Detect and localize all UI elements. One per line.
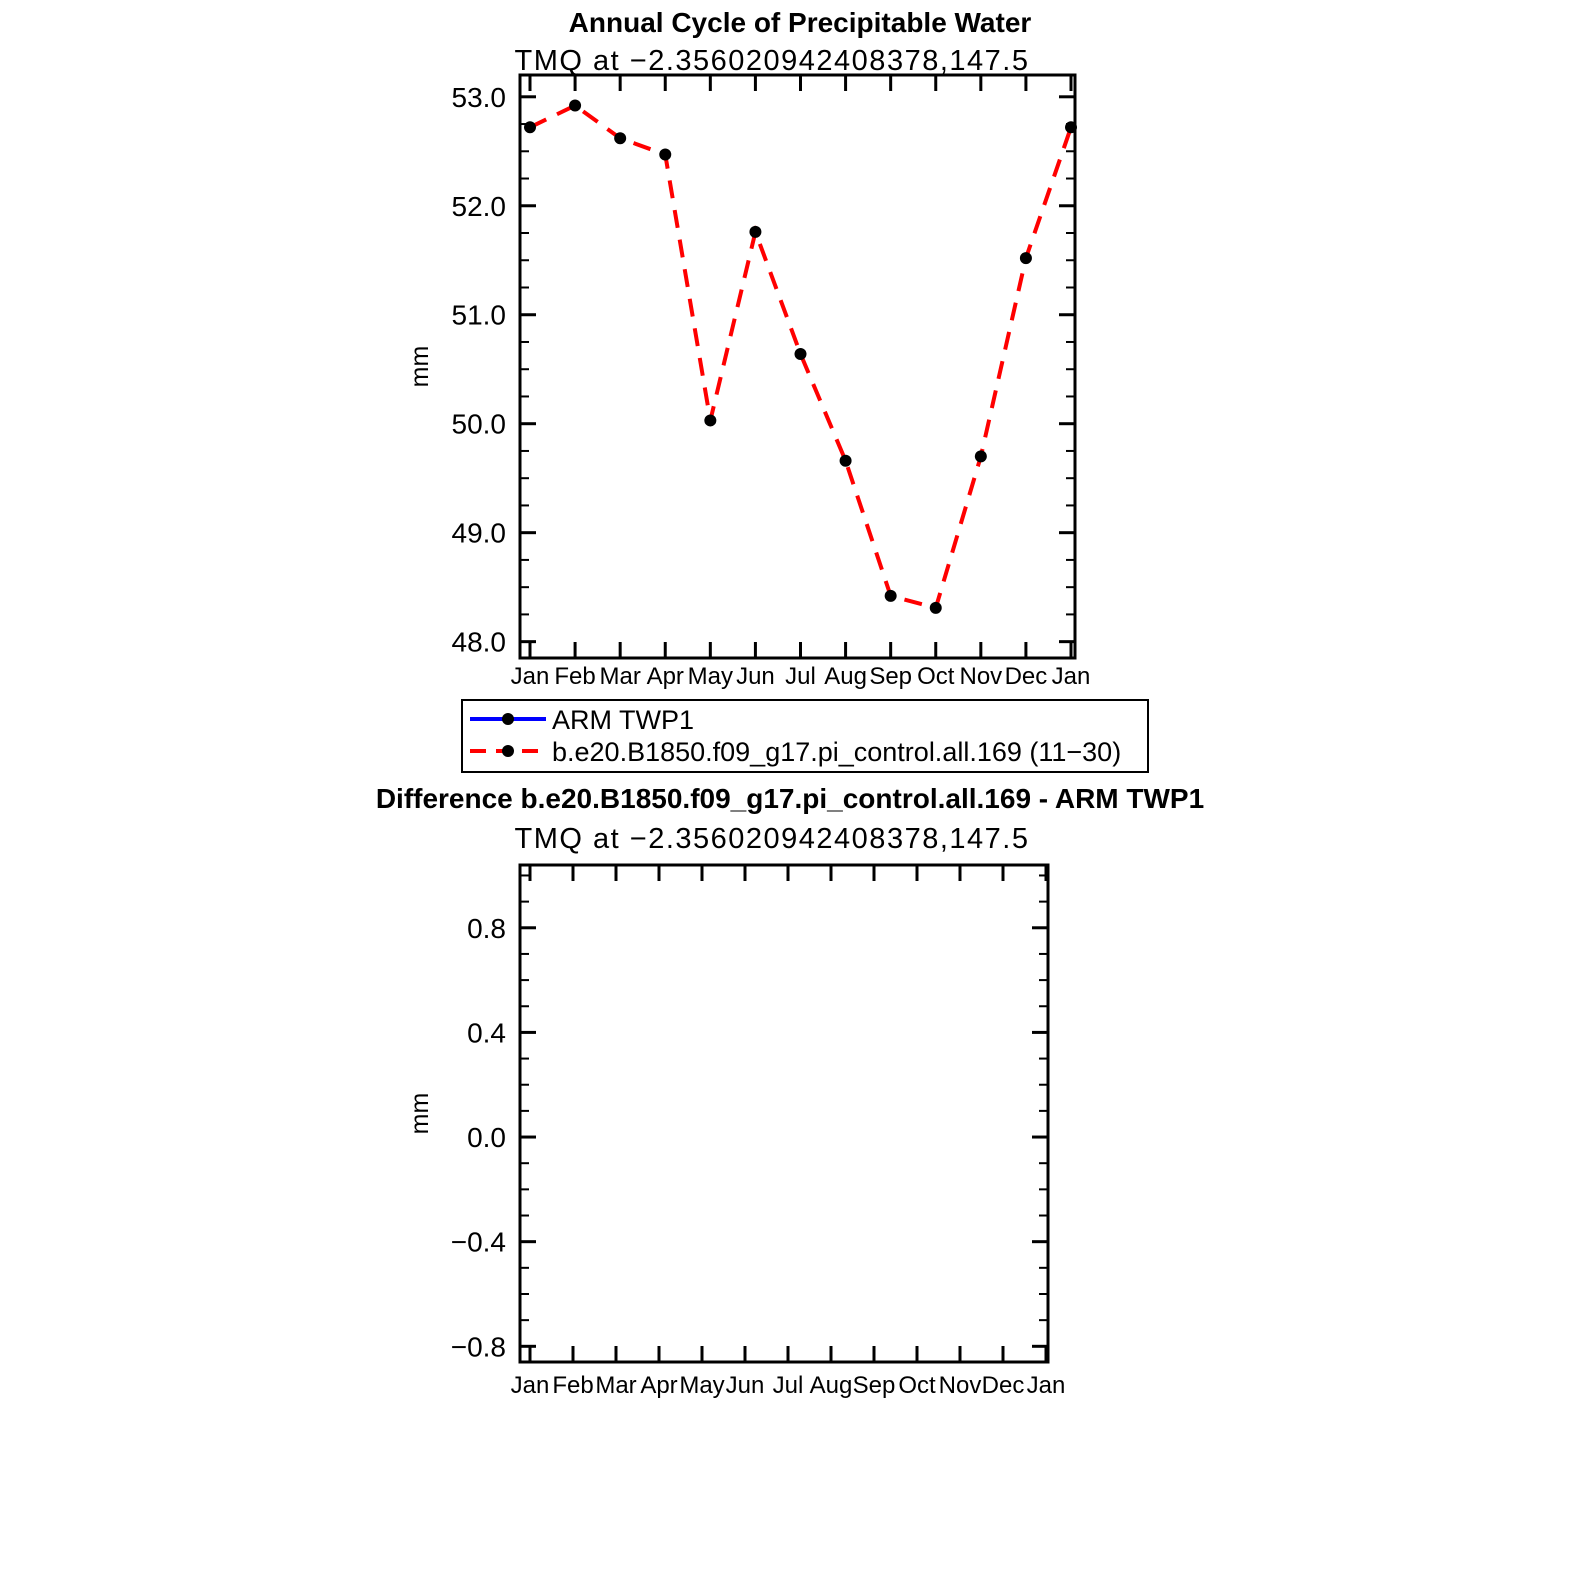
month-label: Mar bbox=[595, 1372, 637, 1399]
y-tick-label: 52.0 bbox=[451, 190, 506, 222]
data-marker bbox=[795, 348, 807, 360]
data-marker bbox=[659, 149, 671, 161]
month-label: Jan bbox=[510, 663, 550, 690]
month-label: Dec bbox=[1004, 663, 1048, 690]
legend-marker bbox=[502, 713, 514, 725]
chart2-plot-area bbox=[406, 865, 1065, 1399]
y-tick-label: 0.8 bbox=[467, 912, 506, 944]
data-marker bbox=[975, 450, 987, 462]
month-label: Jan bbox=[510, 1372, 550, 1399]
y-axis-label: mm bbox=[406, 1092, 434, 1135]
annual-cycle-chart bbox=[0, 0, 1574, 780]
month-label: Mar bbox=[599, 663, 641, 690]
month-label: Jul bbox=[772, 1372, 804, 1399]
y-tick-label: 51.0 bbox=[451, 299, 506, 331]
data-marker bbox=[524, 121, 536, 133]
month-label: Dec bbox=[981, 1372, 1025, 1399]
month-label: Jun bbox=[725, 1372, 765, 1399]
month-label: Sep bbox=[869, 663, 913, 690]
plot-box bbox=[520, 75, 1075, 658]
data-marker bbox=[930, 602, 942, 614]
y-tick-label: −0.4 bbox=[450, 1226, 506, 1258]
chart1-subtitle: TMQ at −2.356020942408378,147.5 bbox=[514, 45, 1030, 77]
y-axis-label: mm bbox=[406, 345, 434, 388]
month-label: Apr bbox=[646, 663, 684, 690]
y-tick-label: 50.0 bbox=[451, 408, 506, 440]
legend-label: ARM TWP1 bbox=[552, 705, 695, 735]
month-label: Aug bbox=[824, 663, 867, 690]
y-tick-label: 53.0 bbox=[451, 81, 506, 113]
month-label: Aug bbox=[809, 1372, 853, 1399]
month-label: Jun bbox=[736, 663, 775, 690]
legend-label: b.e20.B1850.f09_g17.pi_control.all.169 (11−30) bbox=[552, 737, 1122, 767]
difference-chart bbox=[0, 780, 1574, 1574]
data-marker bbox=[885, 590, 897, 602]
data-marker bbox=[1065, 121, 1077, 133]
data-marker bbox=[840, 455, 852, 467]
data-marker bbox=[1020, 252, 1032, 264]
month-label: Nov bbox=[938, 1372, 982, 1399]
month-label: Jan bbox=[1051, 663, 1091, 690]
month-label: Jan bbox=[1026, 1372, 1066, 1399]
chart1-title: Annual Cycle of Precipitable Water bbox=[568, 7, 1032, 38]
month-label: Nov bbox=[959, 663, 1003, 690]
chart1-plot-area bbox=[406, 75, 1148, 772]
chart2-title: Difference b.e20.B1850.f09_g17.pi_control.all.169 - ARM TWP1 bbox=[375, 783, 1205, 814]
month-label: Sep bbox=[852, 1372, 896, 1399]
y-tick-label: 0.0 bbox=[467, 1122, 506, 1154]
y-tick-label: 0.4 bbox=[467, 1017, 506, 1049]
month-label: May bbox=[687, 663, 734, 690]
month-label: Feb bbox=[554, 663, 596, 690]
data-marker bbox=[704, 414, 716, 426]
y-tick-label: 48.0 bbox=[451, 626, 506, 658]
month-label: Feb bbox=[552, 1372, 594, 1399]
month-label: Oct bbox=[898, 1372, 936, 1399]
month-label: Jul bbox=[785, 663, 816, 690]
month-label: Oct bbox=[917, 663, 955, 690]
plot-box bbox=[520, 865, 1048, 1362]
chart2-subtitle: TMQ at −2.356020942408378,147.5 bbox=[514, 823, 1030, 855]
data-marker bbox=[569, 100, 581, 112]
month-label: May bbox=[679, 1372, 725, 1399]
legend-marker bbox=[502, 745, 514, 757]
y-tick-label: 49.0 bbox=[451, 517, 506, 549]
data-marker bbox=[749, 226, 761, 238]
month-label: Apr bbox=[640, 1372, 678, 1399]
data-marker bbox=[614, 132, 626, 144]
y-tick-label: −0.8 bbox=[450, 1331, 506, 1363]
